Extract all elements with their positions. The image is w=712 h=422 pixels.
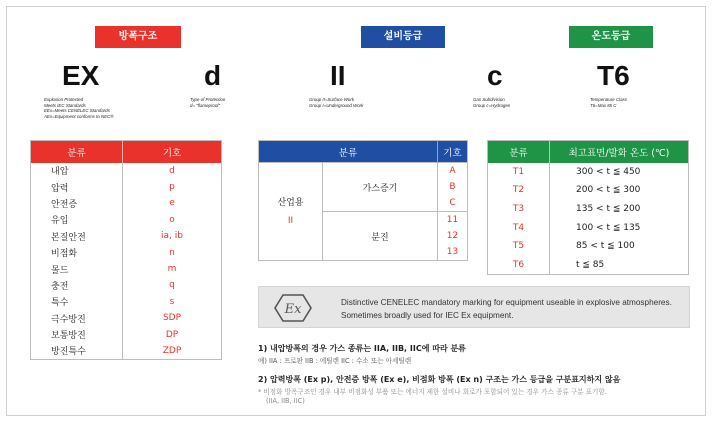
protection-value-cell: n — [123, 244, 222, 260]
protection-class-cell: 압력 — [51, 183, 69, 194]
notice-line-2: Sometimes broadly used for IEC Ex equipment. — [341, 311, 514, 320]
desc-t6 — [590, 97, 627, 108]
desc-c-line: Group c=Hydrogen — [473, 102, 511, 108]
dust-code: 11 — [437, 212, 467, 228]
protection-value-cell: ZDP — [123, 343, 222, 359]
code-ex: EX — [62, 60, 100, 91]
protection-row — [31, 244, 222, 260]
code-t6: T6 — [597, 60, 630, 91]
temp-row — [488, 255, 689, 274]
desc-t6-line: Temperature Class — [590, 97, 627, 102]
temp-value-cell: 100 < t ≦ 135 — [550, 218, 689, 237]
protection-header-class: 분류 — [31, 141, 123, 163]
gas-code: C — [437, 195, 467, 211]
protection-value-cell: e — [123, 195, 222, 211]
protection-row — [31, 261, 222, 277]
desc-t6-line: T6=Max 85 C — [590, 102, 617, 108]
code-d: d — [204, 60, 222, 91]
protection-row — [31, 326, 222, 342]
protection-header-symbol: 기호 — [123, 141, 222, 163]
note-1-title: 1) 내압방폭의 경우 가스 종류는 IIA, IIB, IIC에 따라 분류 — [258, 344, 466, 353]
protection-value-cell: ia, ib — [123, 228, 222, 244]
desc-c — [473, 97, 510, 108]
gas-code: A — [437, 163, 467, 179]
desc-ex-line: EEx=Meets CENELEC Standards — [44, 108, 110, 114]
temp-header-range: 최고표면/발화 온도 (℃) — [550, 141, 689, 163]
note-2-sub: * 비점화 방폭구조인 경우 내부 비점화성 부품 또는 에너지 제한 설비나 회로가 포함되어 있는 경우 가스 종류 구분 표기함. — [258, 388, 607, 396]
desc-ii-line: Group I=Underground Work — [309, 102, 364, 108]
protection-class-cell: 내압 — [51, 167, 69, 178]
temp-value-cell: 135 < t ≦ 200 — [550, 200, 689, 219]
protection-row — [31, 179, 222, 195]
notice-line-1: Distinctive CENELEC mandatory marking for equipment useable in explosive atmospheres. — [341, 298, 672, 307]
industrial-label: 산업용 — [277, 197, 304, 208]
temp-class-cell: T2 — [512, 185, 525, 196]
protection-class-cell: 안전증 — [51, 199, 78, 210]
temp-row — [488, 218, 689, 237]
temp-value-cell: 300 < t ≦ 450 — [550, 163, 689, 182]
protection-class-cell: 특수 — [51, 298, 69, 309]
protection-row — [31, 294, 222, 310]
desc-ex — [44, 97, 114, 119]
temp-table — [487, 140, 689, 275]
note-2-title: 2) 압력방폭 (Ex p), 안전증 방폭 (Ex e), 비점화 방폭 (Ex n) 구조는 가스 등급을 구분표지하지 않음 — [258, 375, 621, 384]
equipment-header-symbol: 기호 — [437, 141, 467, 163]
desc-ex-line: Meets IEC Standards — [44, 102, 86, 108]
temp-class-cell: T3 — [512, 203, 525, 214]
desc-d-line: d= "flameproof" — [190, 102, 221, 108]
temp-value-cell: 85 < t ≦ 100 — [550, 237, 689, 256]
temp-header-class: 분류 — [488, 141, 550, 163]
dust-code: 12 — [437, 228, 467, 244]
protection-row — [31, 343, 222, 359]
temp-row — [488, 237, 689, 256]
protection-value-cell: SDP — [123, 310, 222, 326]
category-equipment-grade: 설비등급 — [361, 26, 445, 48]
temp-value-cell: t ≦ 85 — [550, 255, 689, 274]
note-2-sub-groups: (IIA, IIB, IIC) — [266, 397, 305, 405]
dust-label: 분진 — [323, 212, 438, 261]
equipment-header-class: 분류 — [259, 141, 438, 163]
protection-value-cell: d — [123, 163, 222, 179]
svg-text:Ex: Ex — [284, 302, 302, 317]
protection-value-cell: q — [123, 277, 222, 293]
protection-class-cell: 극수방진 — [51, 314, 86, 325]
protection-class-cell: 비점화 — [51, 249, 78, 260]
protection-class-cell: 보통방진 — [51, 331, 86, 342]
protection-value-cell: p — [123, 179, 222, 195]
code-ii: II — [330, 60, 346, 91]
protection-value-cell: m — [123, 261, 222, 277]
desc-ex-line: AEx=Equipment conforms to NEC® — [44, 113, 114, 119]
dust-code: 13 — [437, 244, 467, 260]
industrial-cell — [259, 163, 323, 261]
temp-class-cell: T1 — [512, 166, 525, 177]
temp-row — [488, 163, 689, 182]
desc-c-line: Gas Subdivision — [473, 97, 505, 102]
protection-class-cell: 방진특수 — [51, 347, 86, 358]
temp-row — [488, 181, 689, 200]
ex-hexagon-logo-icon — [273, 293, 313, 323]
protection-row — [31, 212, 222, 228]
desc-ii — [309, 97, 363, 108]
category-temp-grade: 온도등급 — [569, 26, 653, 48]
desc-ii-line: Group II=Surface Work — [309, 97, 355, 102]
protection-class-cell: 유입 — [51, 216, 69, 227]
desc-d-line: Type of Protection — [190, 97, 226, 102]
desc-ex-line: Explosion Protected — [44, 97, 84, 102]
industrial-code: II — [287, 215, 294, 226]
protection-table-body — [31, 163, 222, 360]
protection-row — [31, 310, 222, 326]
gas-code: B — [437, 179, 467, 195]
equipment-table — [258, 140, 468, 261]
protection-class-cell: 충전 — [51, 281, 69, 292]
gas-vapor-label: 가스증기 — [323, 163, 438, 212]
category-protection: 방폭구조 — [95, 26, 181, 48]
temp-value-cell: 200 < t ≦ 300 — [550, 181, 689, 200]
protection-table — [30, 140, 222, 360]
protection-row — [31, 228, 222, 244]
protection-value-cell: s — [123, 294, 222, 310]
temp-row — [488, 200, 689, 219]
cenelec-notice — [258, 286, 690, 328]
desc-d — [190, 97, 225, 108]
protection-row — [31, 195, 222, 211]
protection-row — [31, 163, 222, 179]
notice-text — [341, 296, 672, 322]
temp-class-cell: T4 — [512, 222, 525, 233]
protection-value-cell: o — [123, 212, 222, 228]
protection-row — [31, 277, 222, 293]
protection-value-cell: DP — [123, 326, 222, 342]
temp-class-cell: T5 — [512, 241, 525, 252]
code-c: c — [487, 60, 503, 91]
temp-table-body — [488, 163, 689, 275]
protection-class-cell: 본질안전 — [51, 232, 86, 243]
temp-class-cell: T6 — [512, 259, 525, 270]
protection-class-cell: 몰드 — [51, 265, 69, 276]
note-1-sub: 예) IIA : 프로판 IIB : 에틸렌 IIC : 수소 또는 아세틸렌 — [258, 357, 412, 365]
